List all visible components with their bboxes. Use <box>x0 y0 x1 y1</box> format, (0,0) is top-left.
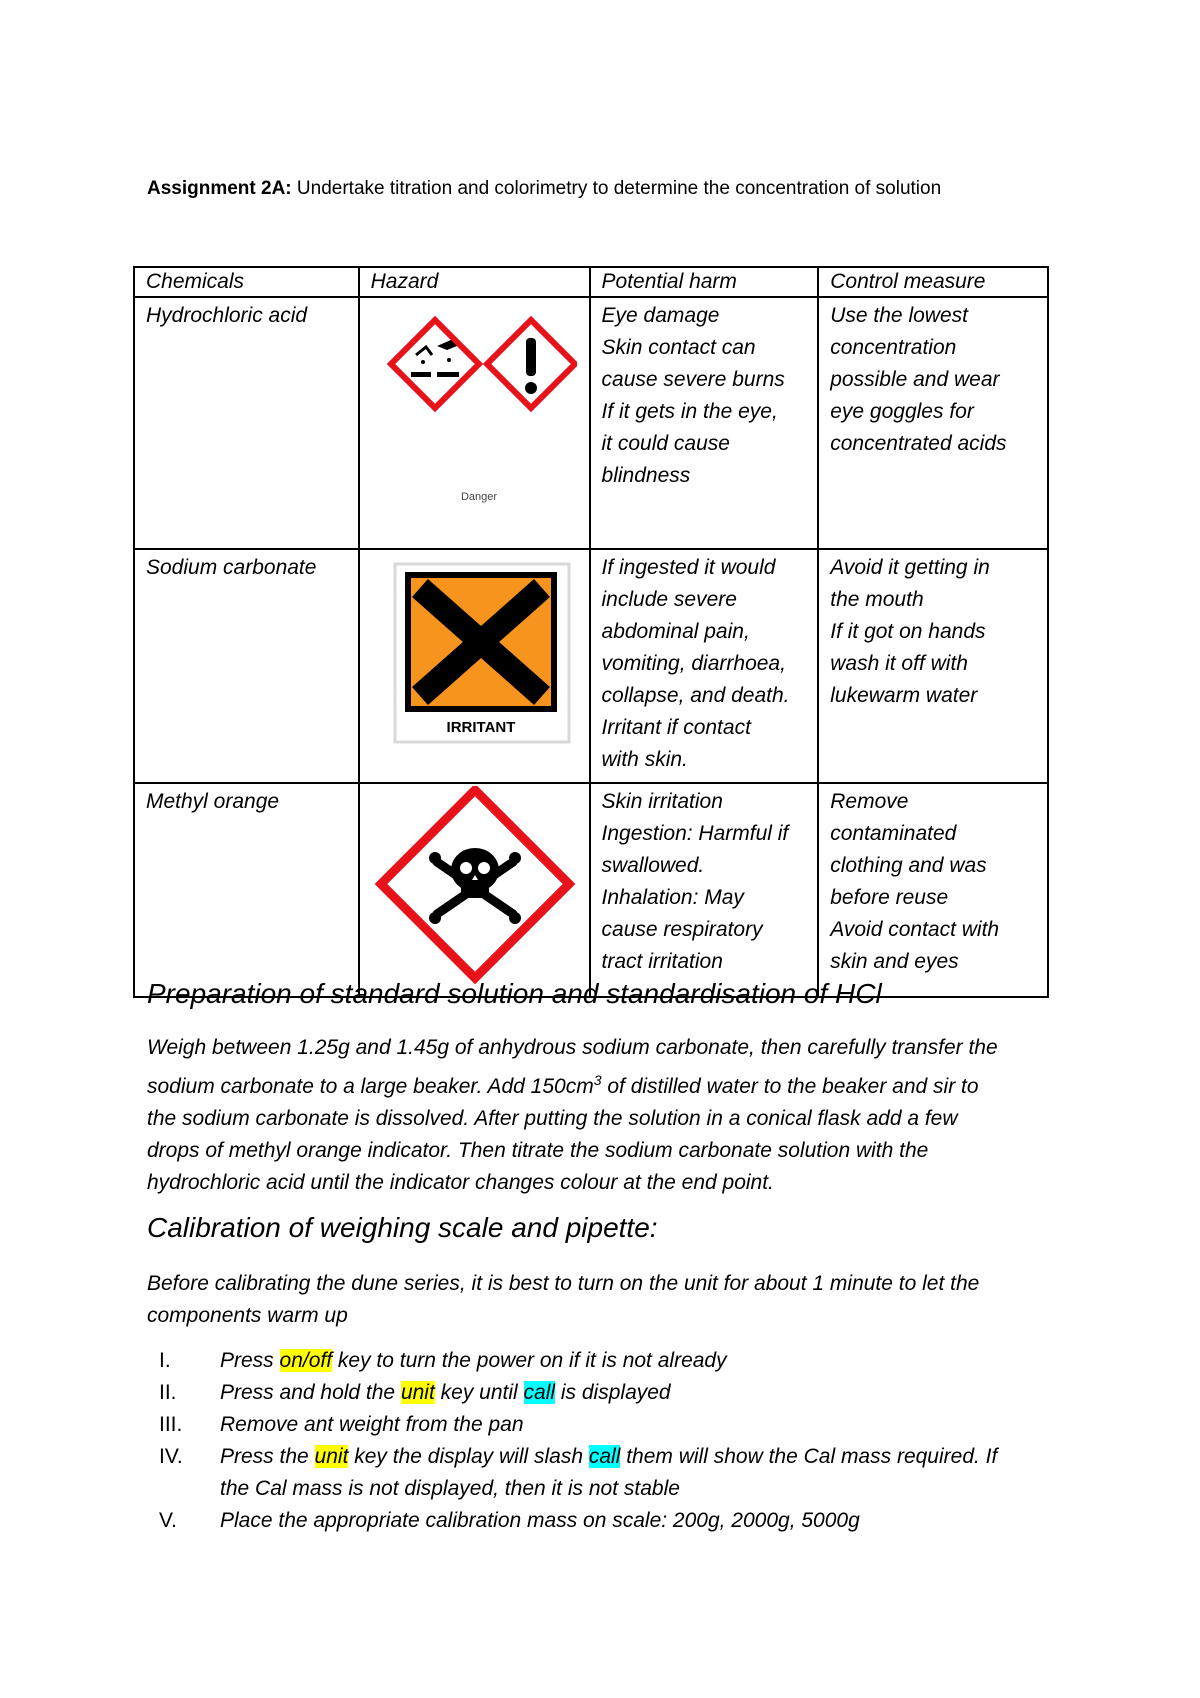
text-run: the Cal mass is not displayed, then it is not stable <box>220 1477 680 1500</box>
assignment-title-bold: Assignment 2A: <box>147 178 292 199</box>
highlighted-key: unit <box>314 1445 349 1468</box>
harm-line: Skin irritation <box>601 790 723 813</box>
hazard-cell <box>359 297 590 549</box>
harm-cell <box>590 549 819 783</box>
harm-line: it could cause <box>601 432 730 455</box>
calibration-intro <box>147 1268 1067 1332</box>
paragraph-line: Before calibrating the dune series, it is best to turn on the unit for about 1 minute to let the <box>147 1272 980 1295</box>
harm-line: Eye damage <box>601 304 720 327</box>
exclamation-icon <box>487 320 575 408</box>
highlighted-display: call <box>523 1381 556 1404</box>
control-cell <box>818 549 1048 783</box>
list-item-text <box>220 1345 727 1377</box>
control-line: contaminated <box>830 822 957 845</box>
table-row <box>134 783 1048 997</box>
list-item-number: V. <box>159 1509 177 1532</box>
control-line: If it got on hands <box>830 620 986 643</box>
header-control-measure: Control measure <box>818 267 1048 297</box>
table-header-row <box>134 267 1048 297</box>
harm-line: abdominal pain, <box>601 620 750 643</box>
list-item <box>147 1505 1067 1537</box>
chemical-cell: Hydrochloric acid <box>134 297 359 549</box>
harm-line: tract irritation <box>601 950 723 973</box>
harm-line: blindness <box>601 464 691 487</box>
control-cell <box>818 297 1048 549</box>
paragraph-line: components warm up <box>147 1304 348 1327</box>
hazard-pictograms <box>371 786 577 986</box>
superscript: 3 <box>593 1072 602 1088</box>
control-line: before reuse <box>830 886 949 909</box>
paragraph-line-part: sodium carbonate to a large beaker. Add 150cm <box>147 1075 594 1098</box>
list-item-number: II. <box>159 1381 177 1404</box>
harm-line: cause severe burns <box>601 368 785 391</box>
paragraph-line: the sodium carbonate is dissolved. After putting the solution in a conical flask add a few <box>147 1107 958 1130</box>
text-run: Remove ant weight from the pan <box>220 1413 524 1436</box>
control-line: clothing and was <box>830 854 987 877</box>
paragraph-line: hydrochloric acid until the indicator changes colour at the end point. <box>147 1171 774 1194</box>
highlighted-key: on/off <box>279 1349 333 1372</box>
harm-line: vomiting, diarrhoea, <box>601 652 786 675</box>
header-hazard: Hazard <box>359 267 590 297</box>
text-run: key the display will slash <box>348 1445 589 1468</box>
control-line: wash it off with <box>830 652 968 675</box>
control-line: Use the lowest <box>830 304 968 327</box>
harm-line: Inhalation: May <box>601 886 744 909</box>
harm-line: Irritant if contact <box>601 716 751 739</box>
section-heading-calibration: Calibration of weighing scale and pipette: <box>147 1212 658 1243</box>
irritant-icon <box>395 564 569 742</box>
highlighted-display: call <box>588 1445 621 1468</box>
paragraph-line-part: of distilled water to the beaker and sir to <box>601 1075 979 1098</box>
list-item-number: IV. <box>159 1445 183 1468</box>
hazard-table <box>133 266 1049 998</box>
harm-line: collapse, and death. <box>601 684 790 707</box>
list-item <box>147 1345 1067 1377</box>
table-row <box>134 549 1048 783</box>
highlighted-key: unit <box>400 1381 435 1404</box>
harm-line: include severe <box>601 588 737 611</box>
harm-cell <box>590 783 819 997</box>
control-line: skin and eyes <box>830 950 959 973</box>
text-run: Press and hold the <box>220 1381 401 1404</box>
control-line: Remove <box>830 790 909 813</box>
harm-line: cause respiratory <box>601 918 763 941</box>
harm-line: If it gets in the eye, <box>601 400 778 423</box>
assignment-title <box>147 178 941 200</box>
list-item-text <box>220 1505 860 1537</box>
harm-line: Ingestion: Harmful if <box>601 822 789 845</box>
text-run: key to turn the power on if it is not already <box>332 1349 727 1372</box>
assignment-title-text: Undertake titration and colorimetry to determine the concentration of solution <box>291 178 942 199</box>
irritant-label: IRRITANT <box>446 719 516 736</box>
control-line: concentration <box>830 336 957 359</box>
paragraph-line: Weigh between 1.25g and 1.45g of anhydrous sodium carbonate, then carefully transfer the <box>147 1036 998 1059</box>
harm-line: Skin contact can <box>601 336 756 359</box>
hazard-pictograms <box>371 300 577 538</box>
harm-line: If ingested it would <box>601 556 776 579</box>
text-run: Press the <box>220 1445 315 1468</box>
hazard-cell <box>359 783 590 997</box>
calibration-steps-list <box>147 1345 1067 1537</box>
hazard-pictograms <box>371 552 577 772</box>
preparation-paragraph <box>147 1032 1067 1199</box>
list-item <box>147 1377 1067 1409</box>
list-item <box>147 1409 1067 1441</box>
table-row <box>134 297 1048 549</box>
harm-line: with skin. <box>601 748 688 771</box>
list-item <box>147 1441 1067 1505</box>
list-item-text <box>220 1409 524 1441</box>
list-item-number: I. <box>159 1349 171 1372</box>
control-line: possible and wear <box>830 368 1000 391</box>
control-line: concentrated acids <box>830 432 1007 455</box>
chemical-cell: Methyl orange <box>134 783 359 997</box>
paragraph-line <box>147 1064 1067 1103</box>
text-run: Press <box>220 1349 280 1372</box>
header-potential-harm: Potential harm <box>590 267 819 297</box>
hazard-caption-danger: Danger <box>460 491 497 503</box>
list-item-number: III. <box>159 1413 183 1436</box>
text-run: them will show the Cal mass required. If <box>620 1445 998 1468</box>
harm-line: swallowed. <box>601 854 705 877</box>
control-line: lukewarm water <box>830 684 978 707</box>
hazard-cell <box>359 549 590 783</box>
paragraph-line: drops of methyl orange indicator. Then titrate the sodium carbonate solution with the <box>147 1139 929 1162</box>
harm-cell <box>590 297 819 549</box>
corrosive-icon <box>391 320 479 408</box>
header-chemicals: Chemicals <box>134 267 359 297</box>
skull-crossbones-icon <box>381 790 569 978</box>
text-run: Place the appropriate calibration mass on scale: 200g, 2000g, 5000g <box>220 1509 860 1532</box>
control-line: eye goggles for <box>830 400 974 423</box>
text-run: key until <box>434 1381 524 1404</box>
section-heading-preparation: Preparation of standard solution and standardisation of HCl <box>147 978 882 1009</box>
text-run: is displayed <box>555 1381 671 1404</box>
control-line: Avoid it getting in <box>830 556 990 579</box>
chemical-cell: Sodium carbonate <box>134 549 359 783</box>
list-item-text <box>220 1377 671 1409</box>
control-line: the mouth <box>830 588 924 611</box>
control-line: Avoid contact with <box>830 918 1000 941</box>
control-cell <box>818 783 1048 997</box>
list-item-text <box>220 1441 997 1505</box>
